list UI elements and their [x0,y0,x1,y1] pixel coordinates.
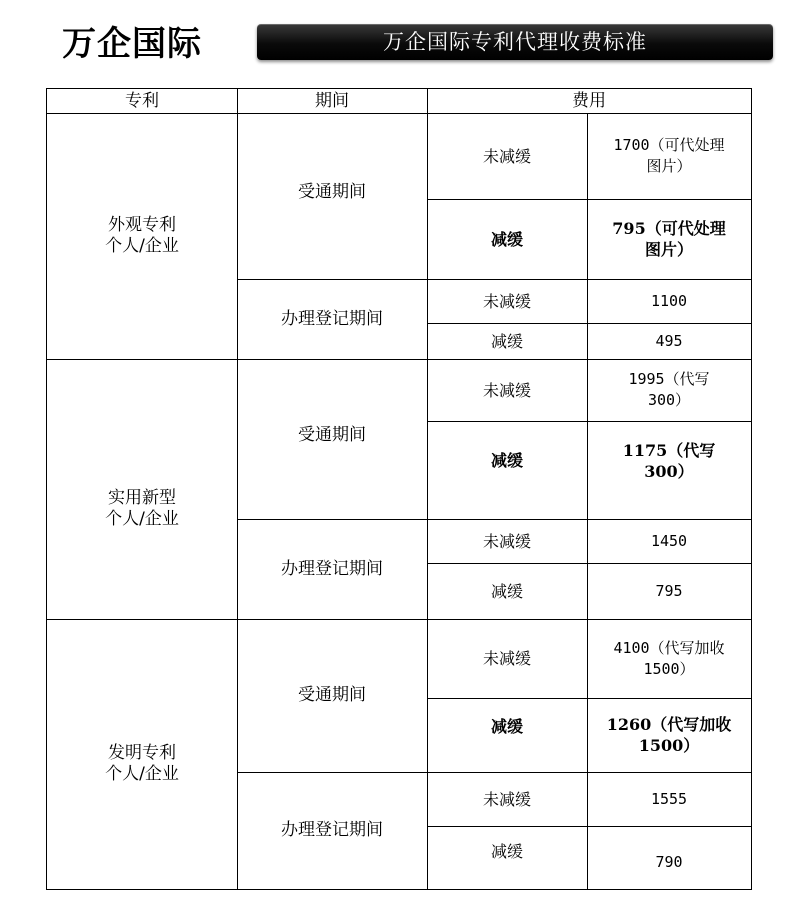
fee-cell: 790 [655,853,683,871]
fee-cell: 495 [655,331,683,350]
status-cell: 未减缓 [482,789,531,809]
header-patent: 专利 [125,90,159,111]
period-acceptance: 受通期间 [298,424,366,445]
patent-type-invention: 发明专利 个人/企业 [105,743,179,784]
status-cell: 减缓 [490,842,523,861]
patent-type-design: 外观专利 个人/企业 [105,215,179,256]
fee-cell: 795 [655,581,683,600]
period-registration: 办理登记期间 [281,308,383,329]
fee-cell: 1700（可代处理 图片） [613,136,725,175]
page-title-banner: 万企国际专利代理收费标准 [257,24,773,60]
fee-cell: 1450 [650,531,688,550]
fee-cell: 1995（代写 300） [628,370,710,409]
status-cell: 未减缓 [482,531,531,551]
fee-cell: 1175（代写 300） [622,441,716,481]
status-cell: 减缓 [490,229,523,249]
status-cell: 未减缓 [482,380,531,400]
brand-logo-text: 万企国际 [62,24,202,64]
period-acceptance: 受通期间 [298,685,366,705]
fee-cell: 1260（代写加收 1500） [606,715,732,755]
fee-cell: 795（可代处理 图片） [612,219,726,259]
period-registration: 办理登记期间 [281,820,383,840]
status-cell: 减缓 [490,331,523,351]
status-cell: 未减缓 [482,649,531,668]
header-fee: 费用 [572,90,606,111]
patent-type-utility: 实用新型 个人/企业 [105,488,179,529]
fee-table [46,88,752,890]
status-cell: 未减缓 [482,291,531,311]
fee-cell: 4100（代写加收 1500） [613,638,725,678]
status-cell: 减缓 [490,450,523,470]
period-registration: 办理登记期间 [281,558,383,579]
period-acceptance: 受通期间 [298,181,366,202]
status-cell: 未减缓 [482,146,531,166]
header-period: 期间 [315,90,349,111]
fee-cell: 1100 [650,291,688,310]
fee-cell: 1555 [650,789,688,808]
status-cell: 减缓 [490,581,523,601]
status-cell: 减缓 [490,716,523,736]
